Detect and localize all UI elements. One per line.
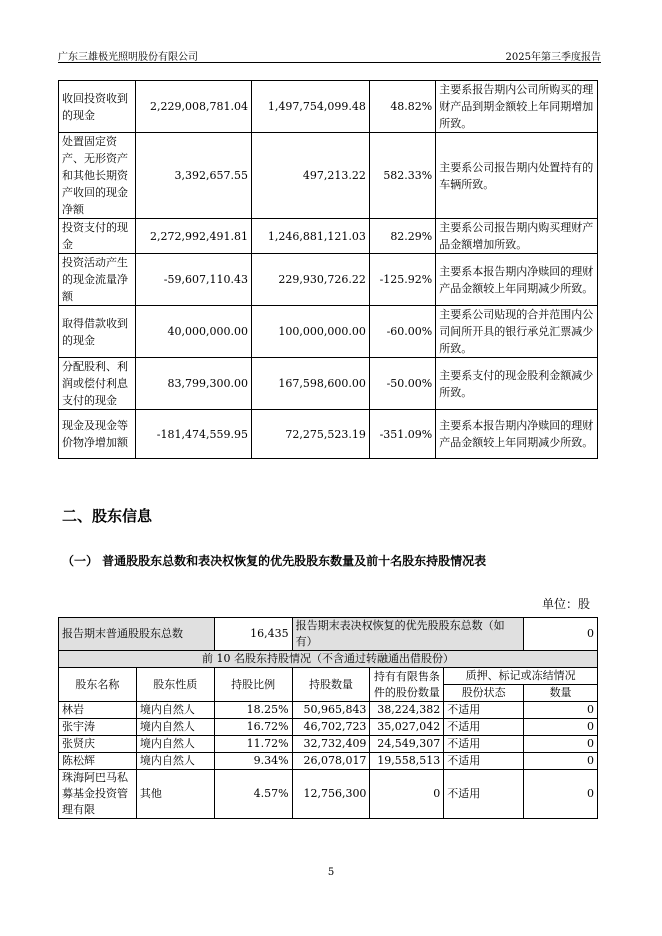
- change-pct: -125.92%: [369, 254, 435, 306]
- pledge-status: 不适用: [444, 719, 524, 736]
- col-ratio: 持股比例: [214, 668, 292, 702]
- col-count: 数量: [524, 685, 598, 702]
- shareholder-row: [59, 770, 598, 819]
- current-amount: 3,392,657.55: [135, 133, 251, 219]
- col-pledge: 质押、标记或冻结情况: [444, 668, 598, 685]
- cashflow-item: 投资活动产生的现金流量净额: [59, 254, 136, 306]
- cashflow-row: [59, 358, 598, 410]
- cashflow-item: 分配股利、利润或偿付利息支付的现金: [59, 358, 136, 410]
- cashflow-row: [59, 219, 598, 254]
- shareholder-name: 林岩: [59, 702, 137, 719]
- subsection-title: （一） 普通股股东总数和表决权恢复的优先股股东数量及前十名股东持股情况表: [62, 554, 487, 568]
- current-amount: -181,474,559.95: [135, 410, 251, 459]
- totals-row: [59, 618, 598, 651]
- change-reason: 主要系公司报告期内购买理财产品金额增加所致。: [436, 219, 598, 254]
- unit-label: 单位：股: [541, 597, 590, 611]
- holding-qty: 46,702,723: [292, 719, 370, 736]
- cashflow-row: [59, 410, 598, 459]
- current-amount: -59,607,110.43: [135, 254, 251, 306]
- change-reason: 主要系本报告期内净赎回的理财产品金额较上年同期减少所致。: [436, 254, 598, 306]
- shareholder-row: [59, 736, 598, 753]
- restricted-qty: 35,027,042: [370, 719, 444, 736]
- pledge-status: 不适用: [444, 770, 524, 819]
- holding-ratio: 11.72%: [214, 736, 292, 753]
- current-amount: 2,272,992,491.81: [135, 219, 251, 254]
- change-reason: 主要系本报告期内净赎回的理财产品金额较上年同期减少所致。: [436, 410, 598, 459]
- change-reason: 主要系报告期内公司所购买的理财产品到期金额较上年同期增加所致。: [436, 81, 598, 133]
- shareholder-name: 陈松辉: [59, 753, 137, 770]
- shareholder-name: 珠海阿巴马私募基金投资管理有限: [59, 770, 137, 819]
- shareholder-table: [58, 617, 598, 819]
- total-label: 报告期末普通股股东总数: [59, 618, 215, 651]
- pref-label: 报告期末表决权恢复的优先股股东总数（如有）: [292, 618, 524, 651]
- total-value: 16,435: [214, 618, 292, 651]
- cashflow-item: 处置固定资产、无形资产和其他长期资产收回的现金净额: [59, 133, 136, 219]
- change-pct: -60.00%: [369, 306, 435, 358]
- cashflow-item: 取得借款收到的现金: [59, 306, 136, 358]
- pledge-count: 0: [524, 702, 598, 719]
- cashflow-row: [59, 81, 598, 133]
- cashflow-item: 投资支付的现金: [59, 219, 136, 254]
- header-divider: [58, 62, 601, 63]
- shareholder-name: 张贤庆: [59, 736, 137, 753]
- change-pct: -50.00%: [369, 358, 435, 410]
- prior-amount: 497,213.22: [251, 133, 369, 219]
- shareholder-row: [59, 719, 598, 736]
- pledge-count: 0: [524, 770, 598, 819]
- holding-qty: 50,965,843: [292, 702, 370, 719]
- shareholder-nature: 境内自然人: [136, 702, 214, 719]
- col-name: 股东名称: [59, 668, 137, 702]
- shareholder-row: [59, 753, 598, 770]
- header-row: [59, 668, 598, 685]
- cashflow-row: [59, 133, 598, 219]
- prior-amount: 1,497,754,099.48: [251, 81, 369, 133]
- col-status: 股份状态: [444, 685, 524, 702]
- restricted-qty: 24,549,307: [370, 736, 444, 753]
- change-reason: 主要系支付的现金股利金额减少所致。: [436, 358, 598, 410]
- prior-amount: 167,598,600.00: [251, 358, 369, 410]
- shareholder-nature: 境内自然人: [136, 753, 214, 770]
- holding-qty: 32,732,409: [292, 736, 370, 753]
- shareholder-name: 张宇涛: [59, 719, 137, 736]
- page-number: 5: [327, 867, 335, 878]
- change-pct: 582.33%: [369, 133, 435, 219]
- prior-amount: 72,275,523.19: [251, 410, 369, 459]
- holding-ratio: 18.25%: [214, 702, 292, 719]
- col-qty: 持股数量: [292, 668, 370, 702]
- holding-ratio: 9.34%: [214, 753, 292, 770]
- current-amount: 2,229,008,781.04: [135, 81, 251, 133]
- prior-amount: 1,246,881,121.03: [251, 219, 369, 254]
- cashflow-row: [59, 306, 598, 358]
- company-name: 广东三雄极光照明股份有限公司: [58, 52, 198, 63]
- col-restricted: 持有有限售条件的股份数量: [370, 668, 444, 702]
- pledge-count: 0: [524, 736, 598, 753]
- pref-value: 0: [524, 618, 598, 651]
- holding-ratio: 16.72%: [214, 719, 292, 736]
- shareholder-nature: 境内自然人: [136, 736, 214, 753]
- holding-ratio: 4.57%: [214, 770, 292, 819]
- restricted-qty: 0: [370, 770, 444, 819]
- pledge-status: 不适用: [444, 702, 524, 719]
- cashflow-change-table: [58, 80, 598, 459]
- change-reason: 主要系公司报告期内处置持有的车辆所致。: [436, 133, 598, 219]
- change-pct: -351.09%: [369, 410, 435, 459]
- pledge-status: 不适用: [444, 753, 524, 770]
- top10-title: 前 10 名股东持股情况（不含通过转融通出借股份）: [59, 651, 598, 668]
- prior-amount: 229,930,726.22: [251, 254, 369, 306]
- holding-qty: 12,756,300: [292, 770, 370, 819]
- report-title: 2025年第三季度报告: [505, 52, 601, 63]
- change-reason: 主要系公司贴现的合并范围内公司间所开具的银行承兑汇票减少所致。: [436, 306, 598, 358]
- pledge-count: 0: [524, 719, 598, 736]
- cashflow-row: [59, 254, 598, 306]
- top10-title-row: [59, 651, 598, 668]
- change-pct: 48.82%: [369, 81, 435, 133]
- current-amount: 83,799,300.00: [135, 358, 251, 410]
- pledge-count: 0: [524, 753, 598, 770]
- cashflow-item: 收回投资收到的现金: [59, 81, 136, 133]
- change-pct: 82.29%: [369, 219, 435, 254]
- section-title: 二、股东信息: [62, 507, 153, 525]
- restricted-qty: 19,558,513: [370, 753, 444, 770]
- shareholder-nature: 其他: [136, 770, 214, 819]
- col-nature: 股东性质: [136, 668, 214, 702]
- pledge-status: 不适用: [444, 736, 524, 753]
- holding-qty: 26,078,017: [292, 753, 370, 770]
- shareholder-row: [59, 702, 598, 719]
- current-amount: 40,000,000.00: [135, 306, 251, 358]
- restricted-qty: 38,224,382: [370, 702, 444, 719]
- cashflow-item: 现金及现金等价物净增加额: [59, 410, 136, 459]
- shareholder-nature: 境内自然人: [136, 719, 214, 736]
- prior-amount: 100,000,000.00: [251, 306, 369, 358]
